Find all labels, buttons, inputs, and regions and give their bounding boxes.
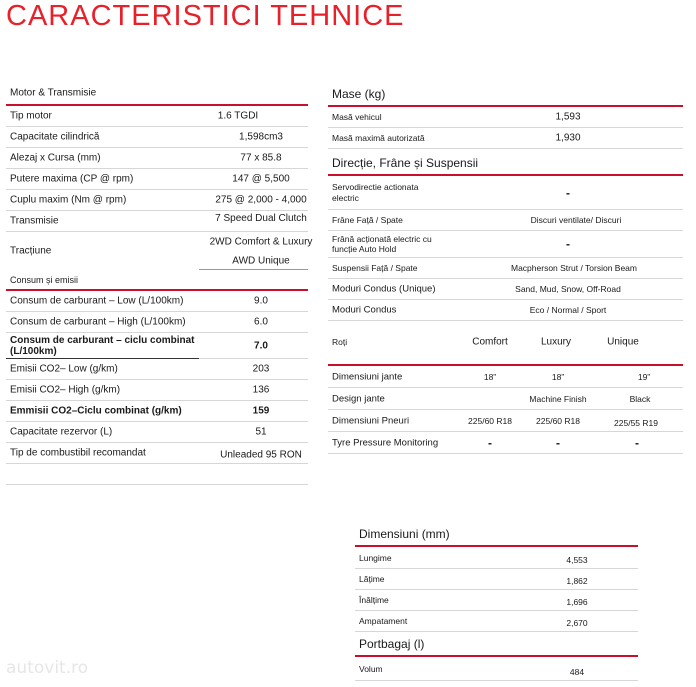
table-row	[6, 169, 308, 190]
table-row	[355, 657, 638, 681]
row-label: Dimensiuni Pneuri	[332, 415, 410, 426]
row-value: 159	[252, 405, 270, 417]
row-value: 1,696	[566, 597, 588, 607]
row-label: Tip de combustibil recomandat	[10, 447, 146, 459]
table-row	[328, 300, 683, 321]
row-label: Emmisii CO2–Ciclu combinat (g/km)	[10, 405, 182, 417]
row-label: Frână acționată electric cu funcție Auto Hold	[332, 234, 432, 254]
row-label: Moduri Condus (Unique)	[332, 283, 436, 295]
table-row	[6, 380, 308, 401]
mase-table	[328, 82, 683, 149]
row-value: 225/55 R19	[614, 417, 658, 428]
dimensiuni-table	[355, 522, 638, 681]
row-value: 225/60 R18	[536, 415, 580, 426]
table-row	[328, 258, 683, 279]
dimensiuni-header-label: Dimensiuni (mm)	[359, 526, 450, 541]
row-value: 18”	[483, 371, 497, 382]
table-row	[328, 128, 683, 149]
row-label: Cuplu maxim (Nm @ rpm)	[10, 194, 127, 206]
roti-header	[328, 322, 683, 366]
row-label: Frâne Față / Spate	[332, 215, 403, 225]
row-value: 484	[569, 666, 585, 677]
table-row	[355, 547, 638, 569]
row-value: 51	[255, 426, 267, 438]
table-row	[6, 291, 308, 312]
row-value: 225/60 R18	[468, 415, 512, 426]
table-row	[6, 359, 308, 380]
row-label: Alezaj x Cursa (mm)	[10, 152, 101, 164]
column-header-unique: Unique	[607, 336, 639, 348]
mase-header-label: Mase (kg)	[332, 86, 386, 101]
table-row	[355, 590, 638, 611]
row-label: Emisii CO2– Low (g/km)	[10, 363, 118, 375]
row-value: 1,593	[555, 111, 581, 123]
row-value: 1,862	[566, 576, 588, 586]
row-value: 77 x 85.8	[240, 152, 282, 164]
row-value: Black	[629, 393, 651, 404]
table-row	[6, 422, 308, 443]
table-row	[328, 210, 683, 231]
table-row	[6, 333, 308, 358]
watermark: autovit.ro	[6, 658, 89, 678]
roti-header-label: Roți	[332, 337, 348, 347]
row-label: Masă vehicul	[332, 112, 382, 122]
motor-header	[6, 82, 308, 106]
row-value: -	[556, 435, 560, 450]
row-value: 4,553	[566, 554, 588, 565]
row-value: 19”	[637, 371, 651, 382]
table-row	[355, 611, 638, 632]
row-label: Lățime	[359, 574, 385, 584]
row-value: Sand, Mud, Snow, Off-Road	[515, 284, 621, 294]
row-label: Capacitate rezervor (L)	[10, 426, 113, 438]
row-label: Consum de carburant – ciclu combinat (L/100km)	[10, 334, 195, 357]
row-label: Consum de carburant – Low (L/100km)	[10, 295, 184, 307]
table-row-empty	[6, 464, 308, 485]
row-value: 203	[252, 363, 270, 375]
table-row	[328, 279, 683, 300]
roti-table	[328, 322, 683, 454]
row-value: -	[635, 435, 639, 450]
row-value: Discuri ventilate/ Discuri	[530, 215, 622, 225]
table-row-tractiune	[6, 232, 313, 270]
row-label: Emisii CO2– High (g/km)	[10, 384, 121, 396]
row-label: Capacitate cilindrică	[10, 131, 100, 143]
table-row	[328, 176, 683, 210]
row-value: AWD Unique	[232, 255, 290, 267]
row-value: Unleaded 95 RON	[220, 449, 302, 461]
portbagaj-header-label: Portbagaj (l)	[359, 636, 425, 651]
row-label: Dimensiuni jante	[332, 371, 403, 382]
table-row	[6, 190, 308, 211]
row-value: 275 @ 2,000 - 4,000	[215, 194, 307, 206]
row-value: 9.0	[254, 295, 268, 307]
table-row	[6, 401, 308, 422]
row-value: 147 @ 5,500	[232, 173, 290, 185]
directie-header	[328, 151, 683, 176]
row-value: -	[488, 435, 492, 450]
dimensiuni-header	[355, 522, 638, 547]
table-row	[6, 127, 308, 148]
table-row	[328, 432, 683, 454]
row-label: Înălțime	[359, 595, 389, 605]
row-value: Macpherson Strut / Torsion Beam	[511, 263, 637, 273]
row-value: 2WD Comfort & Luxury	[209, 236, 313, 248]
table-row	[328, 410, 683, 432]
row-label: Tip motor	[10, 110, 52, 122]
row-label: Suspensii Față / Spate	[332, 263, 418, 273]
row-label: Moduri Condus	[332, 304, 397, 316]
row-value: Eco / Normal / Sport	[529, 305, 607, 315]
row-label: Design jante	[332, 393, 385, 404]
row-value: -	[566, 237, 570, 251]
row-label: Ampatament	[359, 616, 408, 626]
row-label: Volum	[359, 663, 383, 674]
consum-table	[6, 270, 308, 485]
column-header-comfort: Comfort	[472, 336, 508, 348]
table-row	[328, 388, 683, 410]
motor-header-label: Motor & Transmisie	[10, 87, 97, 99]
row-value: 7.0	[254, 340, 268, 351]
table-row	[6, 443, 308, 464]
mase-header	[328, 82, 683, 107]
row-value: Machine Finish	[529, 393, 587, 404]
motor-table	[6, 82, 313, 270]
table-row	[328, 107, 683, 128]
table-row	[6, 312, 308, 333]
consum-header	[6, 270, 308, 291]
row-label: Transmisie	[10, 215, 59, 227]
row-label: Tyre Pressure Monitoring	[332, 437, 439, 448]
row-value: 1.6 TGDI	[217, 110, 259, 122]
row-value: 6.0	[254, 316, 268, 328]
row-value: 18”	[551, 371, 565, 382]
row-label: Tracțiune	[10, 245, 52, 257]
row-value: 136	[252, 384, 270, 396]
row-value: -	[566, 185, 570, 200]
row-label: Lungime	[359, 552, 392, 563]
row-label: Servodirectie actionata electric	[332, 181, 419, 203]
row-label: Putere maxima (CP @ rpm)	[10, 173, 134, 185]
portbagaj-header	[355, 632, 638, 657]
row-value: 2,670	[566, 618, 588, 628]
table-row	[6, 148, 308, 169]
row-label: Consum de carburant – High (L/100km)	[10, 316, 186, 328]
row-label: Masă maximă autorizată	[332, 133, 425, 143]
table-row	[355, 569, 638, 590]
page-title: CARACTERISTICI TEHNICE	[6, 0, 405, 32]
column-header-luxury: Luxury	[540, 336, 572, 348]
table-row	[328, 231, 683, 258]
directie-header-label: Direcție, Frâne și Suspensii	[332, 155, 479, 170]
row-value: 1,598cm3	[239, 131, 283, 143]
table-row	[6, 211, 308, 232]
consum-header-label: Consum și emisii	[10, 274, 79, 285]
row-value: 1,930	[555, 132, 581, 144]
row-value: 7 Speed Dual Clutch	[215, 212, 307, 224]
table-row	[6, 106, 308, 127]
table-row	[328, 366, 683, 388]
directie-table	[328, 151, 683, 321]
